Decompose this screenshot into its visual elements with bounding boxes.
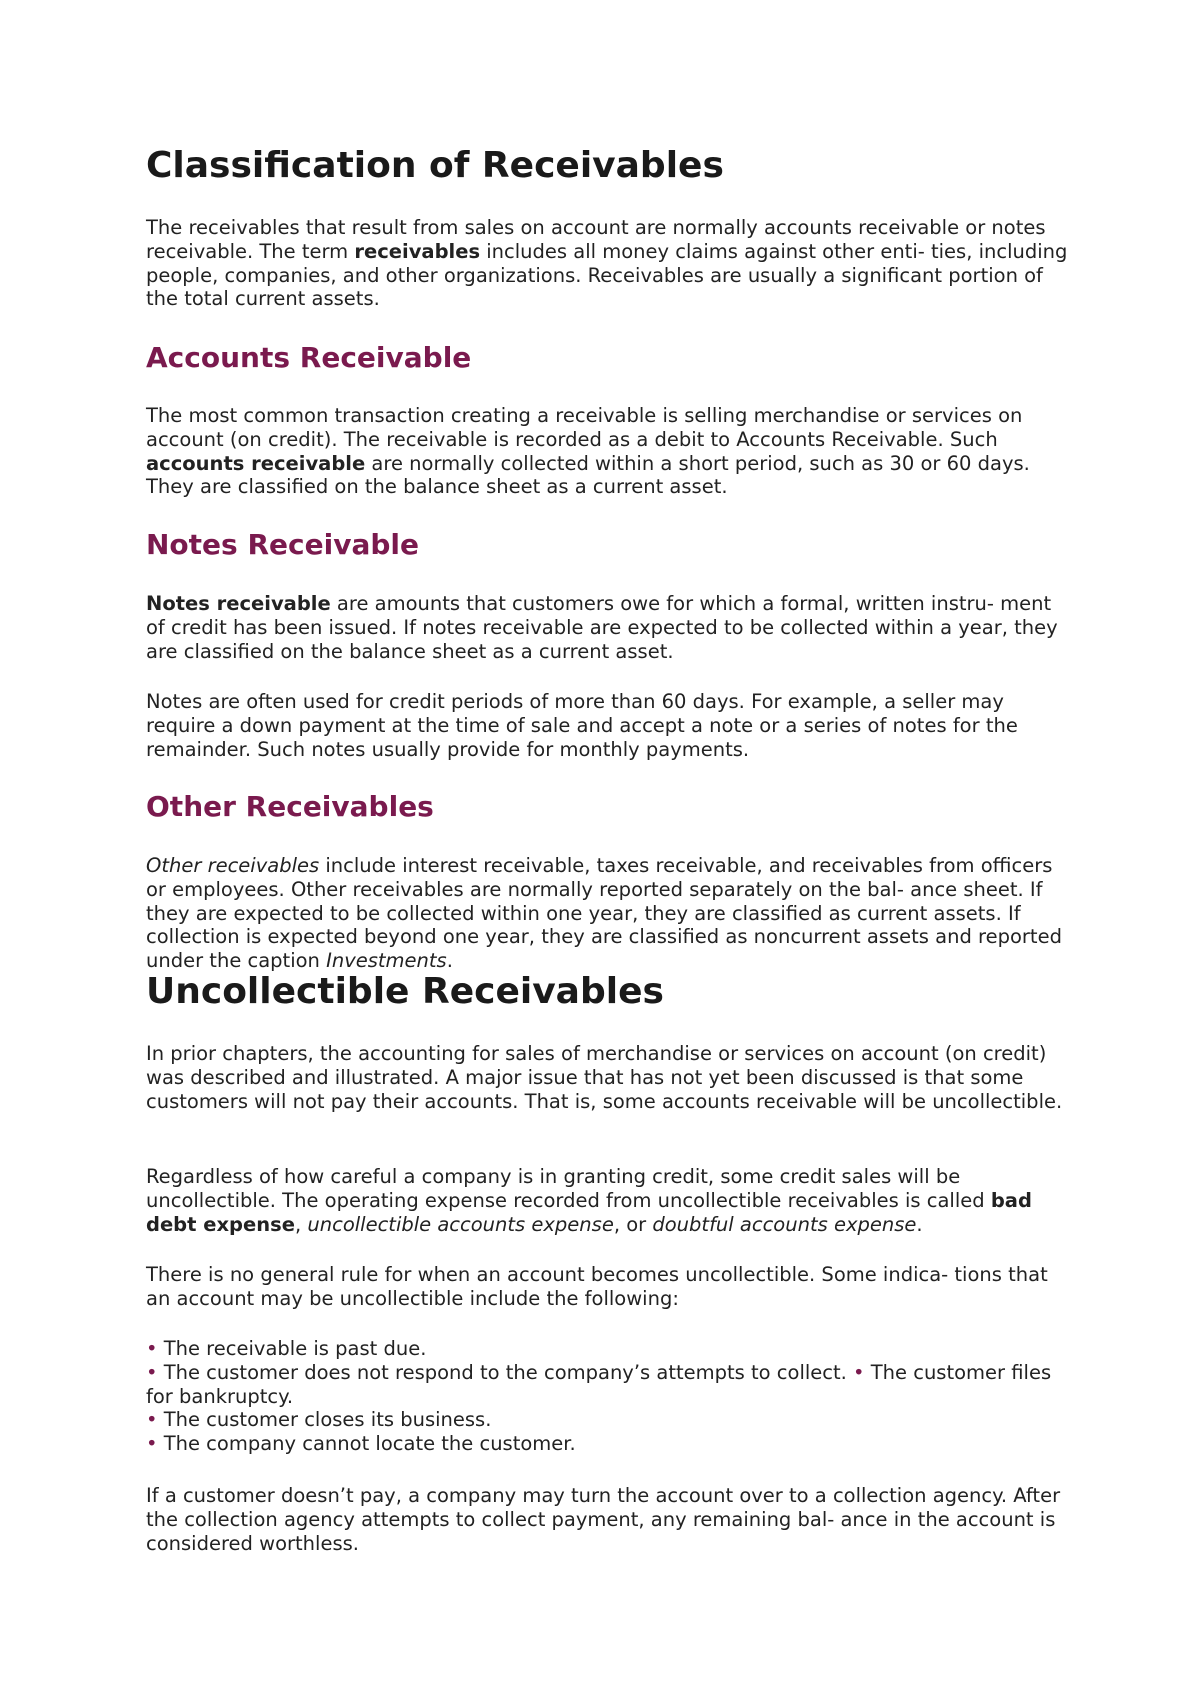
investments-caption: Investments <box>326 949 447 973</box>
list-item: • The receivable is past due. <box>146 1337 427 1360</box>
intro-paragraph <box>146 216 1076 311</box>
indications-list <box>146 1337 1076 1456</box>
notes-text-1: are amounts that customers owe for which a formal, written instru- ment of credit has been issued. If notes receivable are expected to be collected within a year, they are classified on the balance sheet as a current asset. <box>146 592 1058 663</box>
bullet-icon: • <box>853 1360 865 1384</box>
accounts-text-2: are normally collected within a short period, such as 30 or 60 days. They are classified on the balance sheet as a current asset. <box>146 451 1030 499</box>
intro-text-1: The receivables that result from sales on account are normally accounts receivable or notes receivable. The term <box>146 216 1046 263</box>
p2-text-4: . <box>916 1212 923 1236</box>
list-item: • The company cannot locate the customer. <box>146 1432 576 1456</box>
other-text-1: include interest receivable, taxes receivable, and receivables from officers or employees. Other receivables are normally reported separately on the bal- ance sheet. If they are expected to be collected within one year, they are classified as current assets. If collection is expected beyond one year, they are classified as noncurrent assets and reported under the caption <box>146 854 1062 973</box>
section-title-uncollectible: Uncollectible Receivables <box>146 971 664 1012</box>
heading-other-receivables: Other Receivables <box>146 790 434 823</box>
intro-text-2: includes all money claims against other enti- ties, including people, companies, and other organizations. Receivables are usually a significant portion of the total current assets. <box>146 239 1068 311</box>
accounts-paragraph <box>146 404 1076 499</box>
p2-text-3: , or <box>613 1212 653 1236</box>
accounts-text-1: The most common transaction creating a receivable is selling merchandise or services on account (on credit). The receivable is recorded as a debit to Accounts Receivable. Such <box>146 404 1023 451</box>
list-item: • The customer does not respond to the company’s attempts to collect. • The customer files for bankruptcy. <box>146 1360 1052 1408</box>
notes-paragraph-2: Notes are often used for credit periods of more than 60 days. For example, a seller may require a down payment at the time of sale and accept a note or a series of notes for the remainder. Such notes usually provide for monthly payments. <box>146 690 1018 761</box>
notes-paragraph-1 <box>146 592 1076 663</box>
heading-accounts-receivable: Accounts Receivable <box>146 341 472 374</box>
bullet-icon: • <box>146 1408 158 1432</box>
uncollectible-paragraph-1: In prior chapters, the accounting for sales of merchandise or services on account (on credit) was described and illustrated. A major issue that has not yet been discussed is that some customers will not pay their accounts. That is, some accounts receivable will be uncollectible. <box>146 1042 1063 1113</box>
bad-debt-term: bad debt expense <box>146 1188 1032 1236</box>
other-text-2: . <box>446 949 453 973</box>
bullet-icon: • <box>146 1337 158 1360</box>
uncollectible-paragraph-3: There is no general rule for when an account becomes uncollectible. Some indica- tions that an account may be uncollectible include the following: <box>146 1263 1048 1310</box>
doubtful-accounts-term: doubtful accounts expense <box>652 1212 917 1236</box>
p2-text-2: , <box>294 1212 308 1236</box>
page-title: Classification of Receivables <box>146 145 724 186</box>
uncollectible-paragraph-2 <box>146 1165 1076 1236</box>
heading-notes-receivable: Notes Receivable <box>146 528 419 561</box>
uncollectible-accounts-term: uncollectible accounts expense <box>307 1212 614 1236</box>
bullet-icon: • <box>146 1432 158 1456</box>
p2-text-1: Regardless of how careful a company is in granting credit, some credit sales will be uncollectible. The operating expense recorded from uncollectible receivables is called <box>146 1165 991 1212</box>
intro-term-receivables: receivables <box>354 239 481 263</box>
other-term: Other receivables <box>146 854 320 877</box>
bullet-icon: • <box>146 1360 158 1384</box>
accounts-term: accounts receivable <box>146 451 366 475</box>
notes-term: Notes receivable <box>146 592 331 615</box>
other-paragraph <box>146 854 1076 973</box>
uncollectible-paragraph-4: If a customer doesn’t pay, a company may turn the account over to a collection agency. After the collection agency attempts to collect payment, any remaining bal- ance in the account is considered worthless. <box>146 1484 1061 1555</box>
list-item: • The customer closes its business. <box>146 1408 492 1432</box>
